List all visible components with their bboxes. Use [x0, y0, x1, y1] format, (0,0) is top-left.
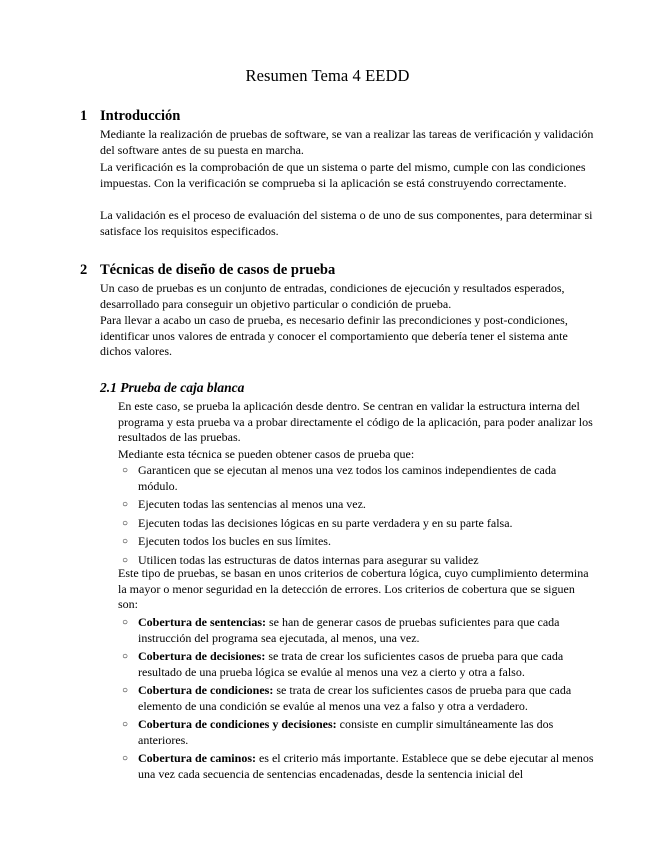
list-item: ○ Cobertura de decisiones: se trata de crear los suficientes casos de prueba para que cada resultado de una prueba lógica se evalúe al menos una vez a cierto y otra a falso.: [122, 649, 564, 679]
subsection-paragraph-2: Mediante esta técnica se pueden obtener casos de prueba que:: [118, 447, 415, 461]
section-2-paragraph-1: Un caso de pruebas es un conjunto de entradas, condiciones de ejecución y resultados esperados, desarrollado para conseguir un objetivo particular o condición de prueba.: [100, 281, 565, 311]
list-item: ○ Cobertura de caminos: es el criterio más importante. Establece que se debe ejecutar al menos una vez cada secuencia de sentencias encadenadas, desde la sentencia inicial del: [122, 751, 594, 781]
list-item: ○ Utilicen todas las estructuras de datos internas para asegurar su validez: [122, 552, 479, 567]
coverage-criteria-list: [118, 615, 596, 782]
list-item: ○ Garanticen que se ejecutan al menos una vez todos los caminos independientes de cada módulo.: [122, 463, 557, 493]
section-2-number: 2: [80, 262, 88, 278]
list-item: ○ Cobertura de sentencias: se han de generar casos de pruebas suficientes para que cada instrucción del programa sea ejecutada, al menos, una vez.: [122, 615, 560, 645]
circle-bullet-icon: ○: [122, 517, 129, 529]
section-1-number: 1: [80, 108, 88, 124]
white-box-goals-list: [118, 463, 596, 568]
section-1-paragraph-2: La verificación es la comprobación de que un sistema o parte del mismo, cumple con las condiciones impuestas. Con la verificación se comprueba si la aplicación se está construyendo correctamente.: [100, 160, 586, 190]
document-title: Resumen Tema 4 EEDD: [245, 66, 410, 85]
subsection-paragraph-1: En este caso, se prueba la aplicación desde dentro. Se centran en validar la estructura interna del programa y esta prueba va a probar directamente el código de la aplicación, para poder analizar los resultados de las pruebas.: [118, 399, 593, 444]
circle-bullet-icon: ○: [122, 536, 129, 547]
circle-bullet-icon: ○: [122, 753, 129, 764]
circle-bullet-icon: ○: [122, 719, 129, 730]
list-item: ○ Cobertura de condiciones y decisiones: consiste en cumplir simultáneamente las dos anteriores.: [122, 717, 554, 747]
circle-bullet-icon: ○: [122, 554, 129, 566]
section-1-paragraph-3: La validación es el proceso de evaluación del sistema o de uno de sus componentes, para determinar si satisface los requisitos especificados.: [100, 208, 593, 238]
subsection-paragraph-3: Este tipo de pruebas, se basan en unos criterios de cobertura lógica, cuyo cumplimiento determina la mayor o menor seguridad en la detección de errores. Los criterios de cobertura que se siguen son:: [118, 566, 589, 611]
section-1-title: Introducción: [100, 108, 181, 124]
section-2-paragraph-2: Para llevar a acabo un caso de prueba, es necesario definir las precondiciones y post-condiciones, identificar unos valores de entrada y conocer el comportamiento que debería tener el sistema ante dichos valores.: [100, 313, 568, 358]
circle-bullet-icon: ○: [122, 651, 129, 662]
section-1-heading: [80, 108, 180, 125]
section-2-heading: [80, 262, 335, 279]
list-item: ○ Ejecuten todas las sentencias al menos una vez.: [122, 497, 366, 511]
section-1-paragraph-1: Mediante la realización de pruebas de software, se van a realizar las tareas de verificación y validación del software antes de su puesta en marcha.: [100, 127, 594, 157]
section-2-title: Técnicas de diseño de casos de prueba: [100, 262, 336, 278]
subsection-2-1-heading: 2.1 Prueba de caja blanca: [100, 380, 245, 395]
list-item: ○ Cobertura de condiciones: se trata de crear los suficientes casos de prueba para que cada elemento de una condición se evalúe al menos una vez a falso y otra a verdadero.: [122, 683, 572, 713]
circle-bullet-icon: ○: [122, 499, 129, 510]
circle-bullet-icon: ○: [122, 465, 129, 476]
circle-bullet-icon: ○: [122, 685, 129, 696]
list-item: ○ Ejecuten todas las decisiones lógicas en su parte verdadera y en su parte falsa.: [122, 515, 513, 530]
circle-bullet-icon: ○: [122, 617, 129, 628]
list-item: ○ Ejecuten todos los bucles en sus límites.: [122, 534, 331, 548]
